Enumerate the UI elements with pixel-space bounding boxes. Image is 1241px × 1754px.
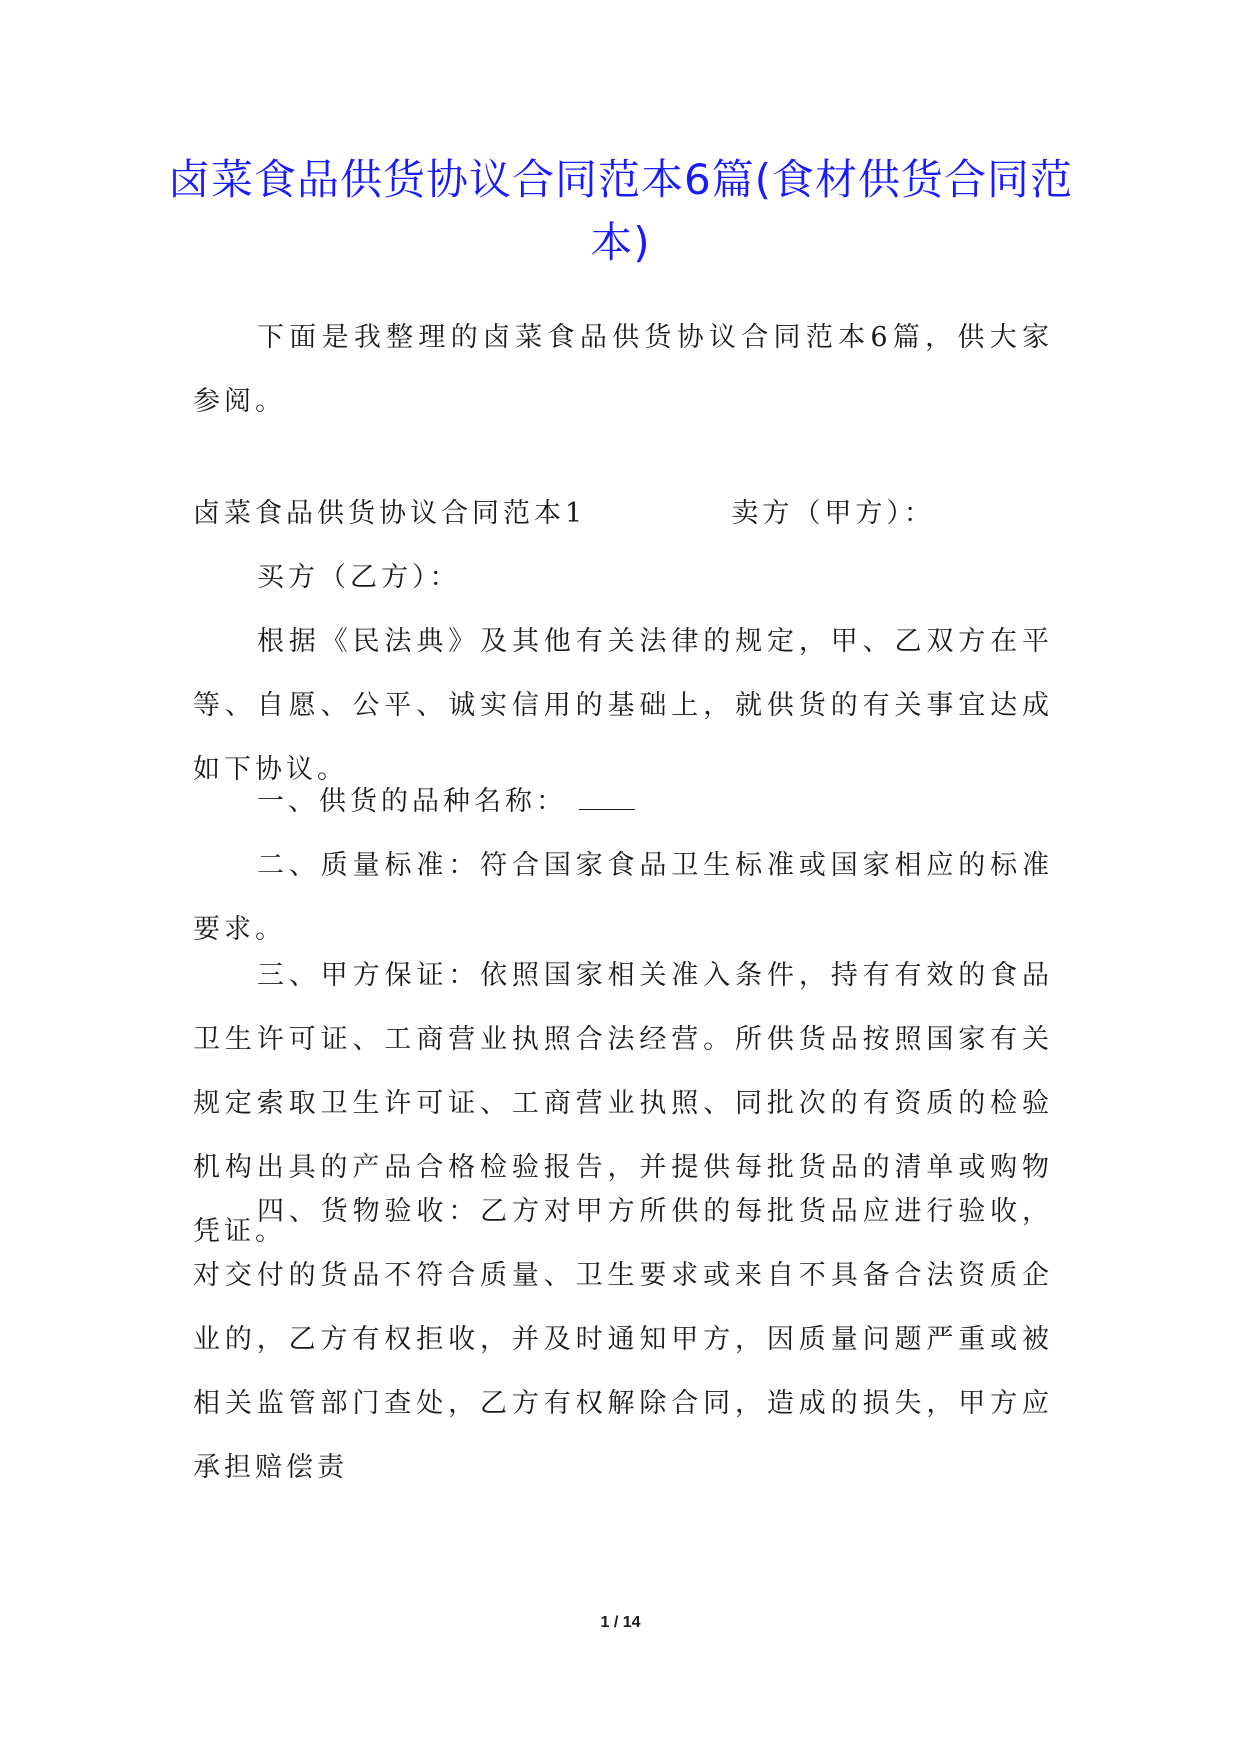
section-heading-line	[193, 482, 935, 546]
clause-1-label: 一、供货的品种名称：	[257, 786, 567, 817]
blank-field	[579, 787, 635, 810]
page-number: 1 / 14	[600, 1614, 641, 1631]
clause-1	[257, 770, 635, 834]
buyer-label: 买方（乙方）：	[257, 562, 461, 593]
document-title: 卤菜食品供货协议合同范本6篇(食材供货合同范本)	[167, 155, 1074, 267]
clause-2: 二、质量标准：符合国家食品卫生标准或国家相应的标准要求。	[193, 850, 1053, 945]
intro-paragraph: 下面是我整理的卤菜食品供货协议合同范本6篇，供大家参阅。	[193, 322, 1053, 417]
clause-3: 三、甲方保证：依照国家相关准入条件，持有有效的食品卫生许可证、工商营业执照合法经营。所供货品按照国家有关规定索取卫生许可证、工商营业执照、同批次的有资质的检验机构出具的产品合格检验报告，并提供每批货品的清单或购物凭证。	[193, 960, 1053, 1247]
seller-label: 卖方（甲方）：	[731, 498, 935, 529]
section-heading: 卤菜食品供货协议合同范本1	[193, 498, 587, 529]
basis-paragraph: 根据《民法典》及其他有关法律的规定，甲、乙双方在平等、自愿、公平、诚实信用的基础上，就供货的有关事宜达成如下协议。	[193, 626, 1053, 785]
clause-4: 四、货物验收：乙方对甲方所供的每批货品应进行验收，对交付的货品不符合质量、卫生要求或来自不具备合法资质企业的，乙方有权拒收，并及时通知甲方，因质量问题严重或被相关监管部门查处，乙方有权解除合同，造成的损失，甲方应承担赔偿责	[193, 1196, 1053, 1483]
